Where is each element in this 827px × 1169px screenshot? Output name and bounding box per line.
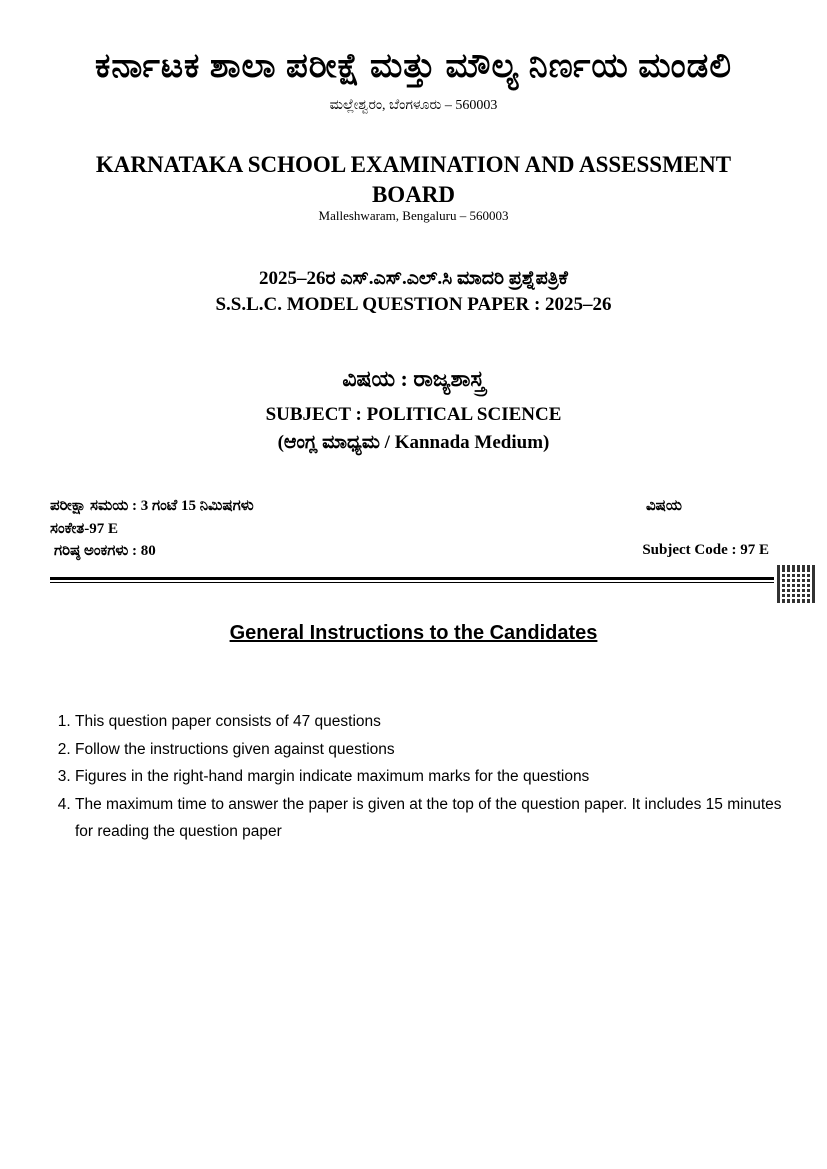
address-kannada: ಮಲ್ಲೇಶ್ವರಂ, ಬೆಂಗಳೂರು – 560003 <box>329 98 498 113</box>
instructions-list <box>48 708 795 846</box>
max-marks: ಗರಿಷ್ಠ ಅಂಕಗಳು : 80 <box>54 543 156 559</box>
list-item: 2. Follow the instructions given against questions <box>75 736 795 764</box>
list-item: 3. Figures in the right-hand margin indicate maximum marks for the questions <box>75 763 795 791</box>
list-item: 4. The maximum time to answer the paper is given at the top of the question paper. It includes 15 minutes for reading the question paper <box>75 791 795 846</box>
instructions-title: General Instructions to the Candidates <box>229 622 598 644</box>
subject-kannada: ವಿಷಯ : ರಾಜ್ಯಶಾಸ್ತ್ರ <box>342 366 485 391</box>
list-item: 1. This question paper consists of 47 questions <box>75 708 795 736</box>
divider <box>50 582 774 583</box>
subject-code-kannada: ಸಂಕೇತ-97 E <box>50 521 118 537</box>
divider <box>50 577 774 580</box>
paper-title-english: S.S.L.C. MODEL QUESTION PAPER : 2025–26 <box>215 294 612 315</box>
subject-label-kannada: ವಿಷಯ <box>646 498 682 514</box>
board-name-english: KARNATAKA SCHOOL EXAMINATION AND ASSESSMENT BOARD <box>95 152 732 207</box>
subject-code: Subject Code : 97 E <box>642 542 769 558</box>
exam-time: ಪರೀಕ್ಷಾ ಸಮಯ : 3 ಗಂಟೆ 15 ನಿಮಿಷಗಳು <box>50 498 254 514</box>
paper-title-kannada: 2025–26ರ ಎಸ್.ಎಸ್.ಎಲ್.ಸಿ ಮಾದರಿ ಪ್ರಶ್ನೆಪತ್ರಿಕೆ <box>259 268 568 289</box>
subject-english: SUBJECT : POLITICAL SCIENCE <box>265 404 562 425</box>
address-english: Malleshwaram, Bengaluru – 560003 <box>318 208 509 223</box>
board-name-kannada: ಕರ್ನಾಟಕ ಶಾಲಾ ಪರೀಕ್ಷೆ ಮತ್ತು ಮೌಲ್ಯ ನಿರ್ಣಯ ಮಂಡಲಿ <box>95 48 732 85</box>
qr-code-icon <box>777 565 815 603</box>
medium: (ಆಂಗ್ಲ ಮಾಧ್ಯಮ / Kannada Medium) <box>277 432 550 453</box>
